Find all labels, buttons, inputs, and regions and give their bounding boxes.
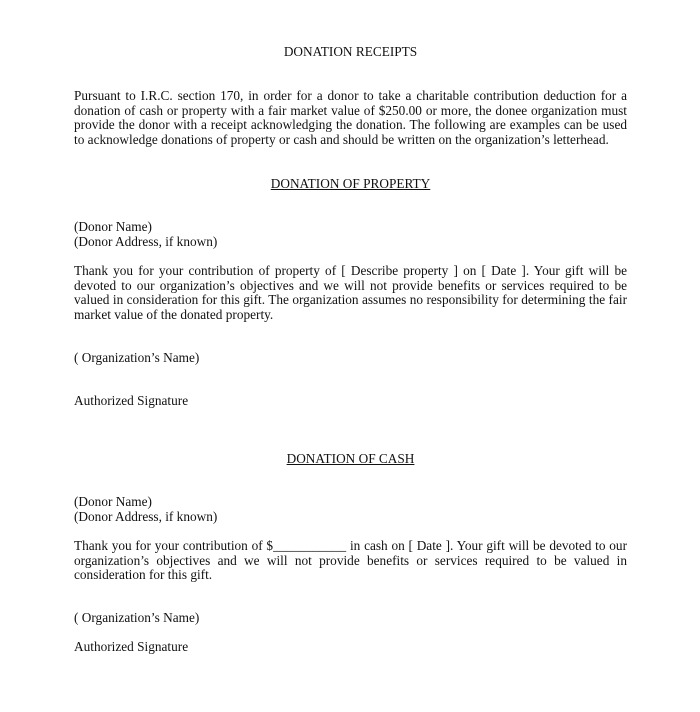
property-signature: Authorized Signature (74, 393, 189, 408)
property-heading-text: DONATION OF PROPERTY (270, 176, 431, 191)
property-body-paragraph: Thank you for your contribution of property of [ Describe property ] on [ Date ]. Your gift will be devoted to our organization’s objectives and we will not provide benefits or services required to be valued in consideration for this gift. The organization assumes no responsibility for determining the fair market value of the donated property. (74, 263, 627, 322)
property-org-name: ( Organization’s Name) (74, 350, 200, 365)
cash-heading (74, 452, 627, 467)
property-heading (74, 177, 627, 192)
intro-paragraph: Pursuant to I.R.C. section 170, in order for a donor to take a charitable contribution deduction for a donation of cash or property with a fair market value of $250.00 or more, the donee organization must provide the donor with a receipt acknowledging the donation. The following are examples can be used to acknowledge donations of property or cash and should be written on the organization’s letterhead. (74, 88, 627, 147)
property-donor-address: (Donor Address, if known) (74, 234, 218, 249)
document-title: DONATION RECEIPTS (283, 44, 418, 59)
cash-donor-name: (Donor Name) (74, 494, 152, 509)
cash-heading-text: DONATION OF CASH (286, 451, 415, 466)
property-donor-name: (Donor Name) (74, 219, 152, 234)
cash-donor-address: (Donor Address, if known) (74, 509, 218, 524)
cash-signature: Authorized Signature (74, 639, 189, 654)
cash-org-name: ( Organization’s Name) (74, 610, 200, 625)
cash-body-paragraph: Thank you for your contribution of $___________ in cash on [ Date ]. Your gift will be devoted to our organization’s objectives and we will not provide benefits or services required to be valued in consideration for this gift. (74, 538, 627, 583)
